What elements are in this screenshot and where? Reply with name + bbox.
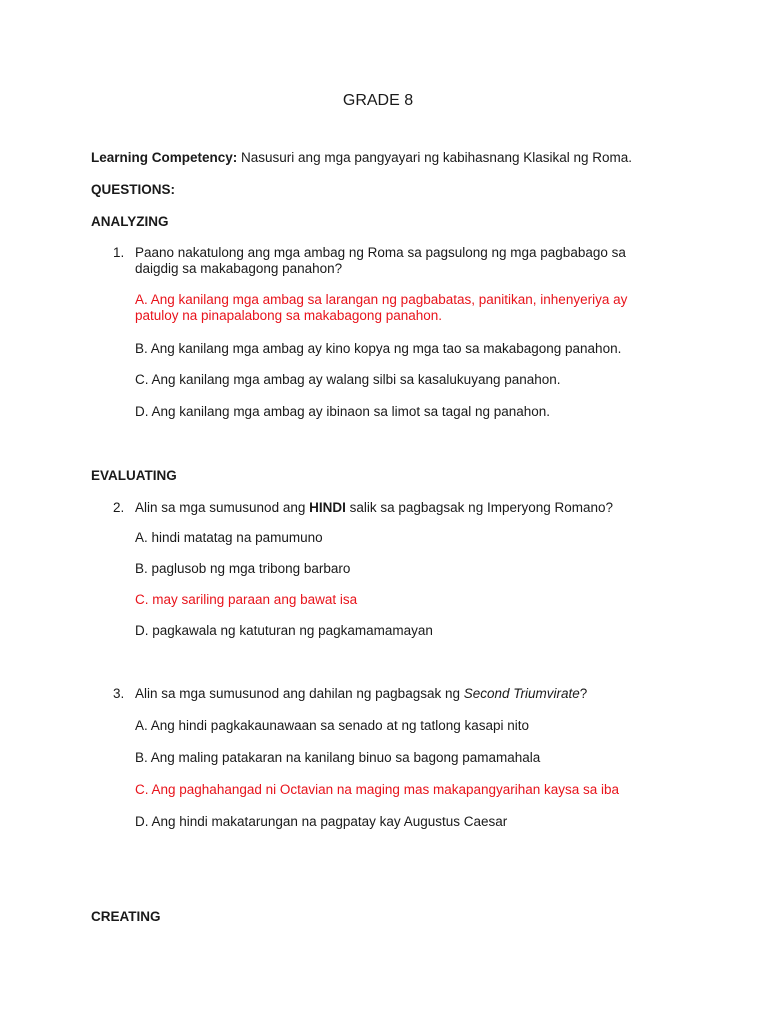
option-b: B. Ang maling patakaran na kanilang binuo sa bagong pamamahala — [135, 750, 541, 765]
option-b: B. Ang kanilang mga ambag ay kino kopya ng mga tao sa makabagong panahon. — [135, 341, 622, 356]
creating-heading: CREATING — [91, 909, 161, 924]
question-text-line: Paano nakatulong ang mga ambag ng Roma sa pagsulong ng mga pagbabago sa — [135, 245, 626, 260]
competency-text: Nasusuri ang mga pangyayari ng kabihasnang Klasikal ng Roma. — [237, 150, 633, 165]
question-text-line: daigdig sa makabagong panahon? — [135, 261, 343, 276]
question-3 — [113, 686, 653, 704]
questions-heading: QUESTIONS: — [91, 182, 176, 197]
page-title: GRADE 8 — [342, 92, 414, 109]
option-c: C. Ang kanilang mga ambag ay walang silbi sa kasalukuyang panahon. — [135, 372, 561, 387]
option-d: D. Ang hindi makatarungan na pagpatay kay Augustus Caesar — [135, 814, 508, 829]
answer-option-a — [135, 292, 655, 324]
option-a: A. Ang hindi pagkakaunawaan sa senado at ng tatlong kasapi nito — [135, 718, 530, 733]
question-number: 3. — [113, 686, 125, 701]
question-text-italic: Second Triumvirate — [463, 686, 580, 701]
question-text — [135, 500, 655, 516]
option-line: A. Ang kanilang mga ambag sa larangan ng pagbabatas, panitikan, inhenyeriya ay — [135, 292, 628, 307]
question-text-emphasis: HINDI — [309, 500, 346, 515]
answer-option-c: C. may sariling paraan ang bawat isa — [135, 592, 358, 607]
question-text-part: salik sa pagbagsak ng Imperyong Romano? — [345, 500, 614, 515]
option-d: D. pagkawala ng katuturan ng pagkamamamayan — [135, 623, 433, 638]
option-d: D. Ang kanilang mga ambag ay ibinaon sa limot sa tagal ng panahon. — [135, 404, 551, 419]
evaluating-heading: EVALUATING — [91, 468, 177, 483]
question-text — [135, 686, 655, 702]
answer-option-c: C. Ang paghahangad ni Octavian na maging mas makapangyarihan kaysa sa iba — [135, 782, 620, 797]
question-text — [135, 245, 655, 277]
question-text-part: Alin sa mga sumusunod ang — [135, 500, 310, 515]
option-b: B. paglusob ng mga tribong barbaro — [135, 561, 351, 576]
question-text-part: Alin sa mga sumusunod ang dahilan ng pagbagsak ng — [135, 686, 464, 701]
analyzing-heading: ANALYZING — [91, 214, 169, 229]
question-number: 2. — [113, 500, 125, 515]
question-text-part: ? — [579, 686, 588, 701]
option-a: A. hindi matatag na pamumuno — [135, 530, 323, 545]
competency-label: Learning Competency: — [91, 150, 238, 165]
option-line: patuloy na pinapalabong sa makabagong panahon. — [135, 308, 443, 323]
question-2 — [113, 500, 653, 518]
question-1 — [113, 245, 653, 279]
question-number: 1. — [113, 245, 125, 260]
learning-competency — [91, 150, 632, 166]
